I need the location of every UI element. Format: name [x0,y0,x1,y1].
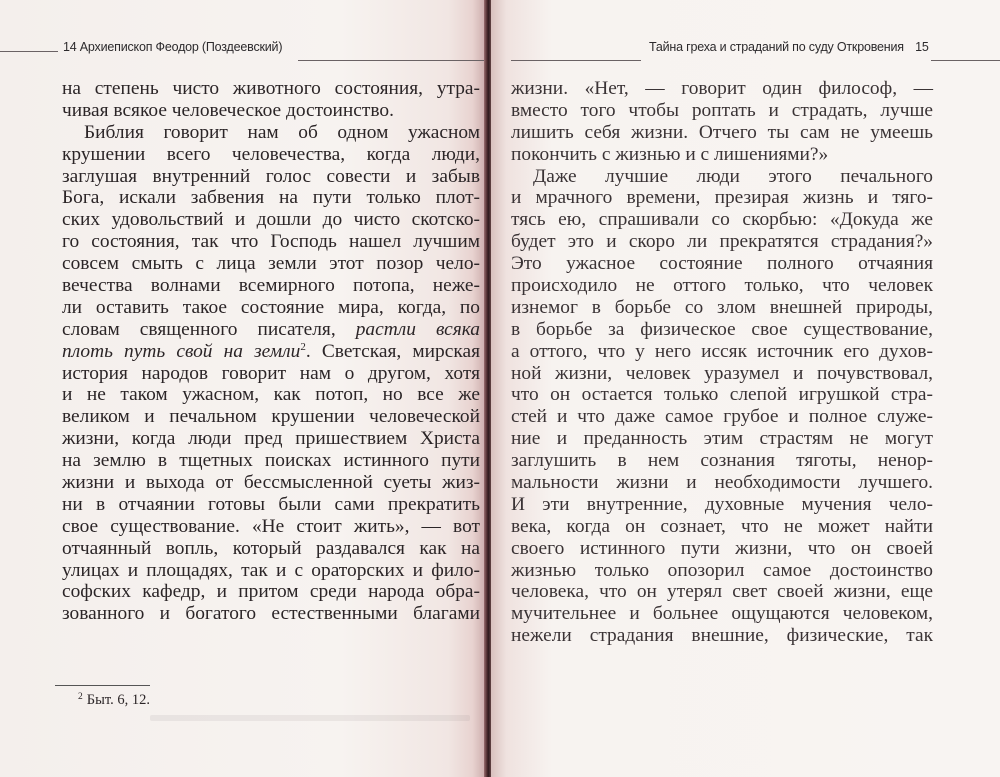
text-line: крушении всего человечества, когда люди, [62,143,480,165]
text-line: века, когда он сознает, что не может найти [511,515,933,537]
text-line: в борьбе за физическое свое существование, [511,318,933,340]
text-line-with-footnote [62,341,480,363]
text-line: ной жизни, человек уразумел и почувствовал, [511,362,933,384]
text-line: совсем смыть с лица земли этот позор чело- [62,253,480,275]
text-line: го состояния, так что Господь нашел лучшим [62,231,480,253]
running-head-right [649,40,929,54]
text-line: на степень чисто животного состояния, утра- [62,78,480,99]
text-line: вечества волнами всемирного потопа, неже- [62,275,480,297]
show-through-text [150,715,470,721]
left-page [0,0,487,777]
footnote-text: Быт. 6, 12. [86,692,150,708]
header-rule-right-a [511,60,641,61]
text-line: покончить с жизнью и с лишениями?» [511,143,829,165]
text-line: будет это и скоро ли прекратятся страдания?» [511,231,933,253]
scripture-quote-italic: плоть путь свой на земли [62,340,301,362]
paragraph-start-line: Библия говорит нам об одном ужасном [84,121,480,143]
text-line: изнемог в борьбе со злом внешней природы, [511,296,933,318]
text-line: происходило не оттого только, что человек [511,275,933,297]
running-head-title-right: Тайна греха и страданий по суду Откровения [649,40,904,54]
text-line: великом и печальном крушении человеческой [62,406,480,428]
running-head-title-left: Архиепископ Феодор (Поздеевский) [79,40,283,54]
text-line: что он остается только слепой игрушкой стра- [511,384,933,406]
text-line: И эти внутренние, духовные мучения чело- [511,493,933,515]
text-line: человека, что он утерял свет своей жизни, еще [511,581,933,603]
scripture-quote-italic: растли всяка [355,318,481,340]
text-line: тясь ею, спрашивали со скорбью: «Докуда же [511,209,933,231]
page-number-right: 15 [915,40,929,54]
text-line: вместо того чтобы роптать и страдать, лучше [511,99,933,121]
text-line: заглушить в нем сознания тяготы, ненор- [511,450,933,472]
text-line: улицах и площадях, так и с ораторских и фило- [62,559,480,581]
running-head-left [63,40,282,54]
text-line: мучительнее и больнее ощущаются человеком, [511,603,933,625]
text-line: Бога, искали забвения на пути только плот- [62,187,480,209]
text-line: ских удовольствий и дошли до чисто скотско- [62,209,480,231]
text-line: свое существование. «Не стоит жить», — вот [62,515,480,537]
text-line: жизнью только опозорил самое достоинство [511,559,933,581]
text-line: стей и что даже самое грубое и полное служе- [511,406,933,428]
text-line: нежели страдания внешние, физические, так [511,625,933,647]
text-line: а оттого, что у него иссяк источник его духов- [511,340,933,362]
text-line: и не таком ужасном, как потоп, но все же [62,384,480,406]
text-line: жизни и выхода от бессмысленной суеты жиз- [62,472,480,494]
header-rule-left-a [0,51,58,52]
footnote [78,692,150,709]
text-line: лишить себя жизни. Отчего ты сам не умеешь [511,121,933,143]
paragraph-start-line: Даже лучшие люди этого печального [533,165,933,187]
text-line-with-italic [62,319,480,341]
page-number-left: 14 [63,40,77,54]
footnote-divider [55,685,150,686]
text-line: и мрачного времени, презирая жизнь и тяго- [511,187,933,209]
left-page-body [62,78,480,625]
text-line: ни в отчаянии готовы были сами прекратить [62,493,480,515]
text-line: софских кафедр, и притом среди народа обра- [62,581,480,603]
text-line: ние и преданность этим страстям не могут [511,428,933,450]
text-line: чивая всякое человеческое достоинство. [62,99,394,121]
text-segment: словам священного писателя, [62,318,356,340]
text-line: ли оставить такое состояние мира, когда, по [62,296,480,318]
text-line: своего истинного пути жизни, что он своей [511,537,933,559]
right-page-body [511,78,933,647]
header-rule-left-b [298,60,486,61]
text-line: жизни. «Нет, — говорит один философ, — [511,78,933,99]
header-rule-right-b [931,60,1000,61]
text-line: зованного и богатого естественными благами [62,603,480,625]
footnote-number: 2 [78,692,83,702]
text-line: мальности жизни и необходимости лучшего. [511,472,933,494]
text-line: на землю в тщетных поисках истинного пути [62,450,480,472]
text-line: история народов говорит нам о другом, хотя [62,362,480,384]
right-page [491,0,1000,777]
text-line: Это ужасное состояние полного отчаяния [511,253,933,275]
text-line: заглушая внутренний голос совести и забыв [62,165,480,187]
text-line: жизни, когда люди пред пришествием Христа [62,428,480,450]
text-line: отчаянный вопль, который раздавался как на [62,537,480,559]
text-segment: . Светская, мирская [305,340,480,362]
footnote-reference[interactable]: 2 [300,340,306,353]
